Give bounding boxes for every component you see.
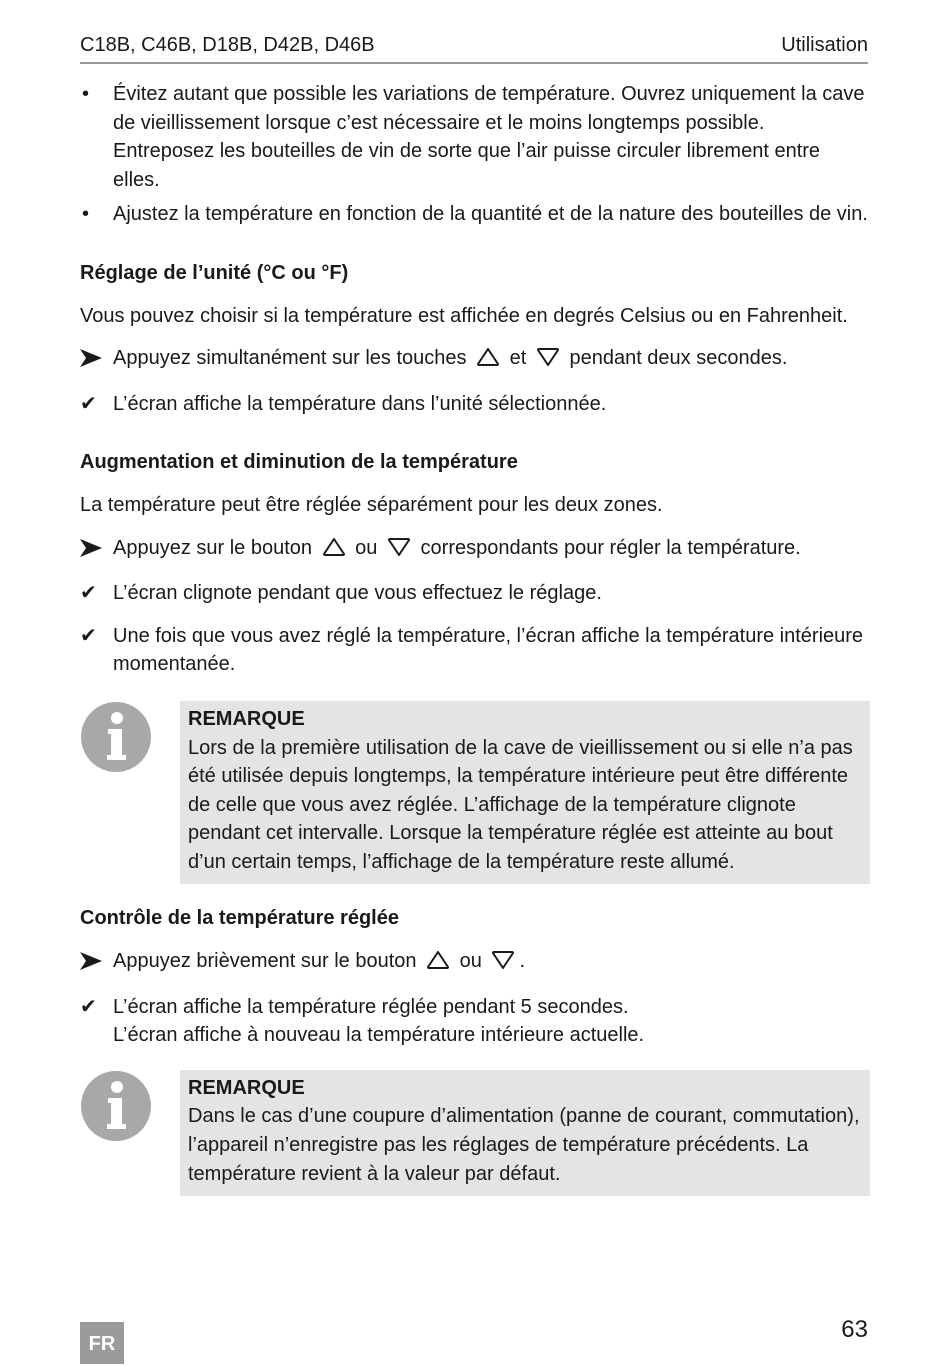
page-header (80, 32, 868, 64)
down-key-icon (536, 347, 560, 376)
adjust-step (80, 534, 870, 566)
up-key-icon (476, 347, 500, 376)
note-box (80, 1070, 870, 1196)
unit-section-title: Réglage de l’unité (°C ou °F) (80, 261, 349, 284)
adjust-section-intro: La température peut être réglée séparément pour les deux zones. (80, 493, 663, 516)
result-text: L’écran clignote pendant que vous effectuez le réglage. (113, 582, 602, 605)
result-text: L’écran affiche la température réglée pendant 5 secondes. (113, 995, 629, 1018)
list-item (80, 200, 870, 229)
page-number: 63 (841, 1316, 868, 1343)
unit-result (80, 390, 870, 419)
check-icon: ✔ (80, 392, 97, 415)
adjust-result-2 (80, 622, 870, 679)
up-key-icon (322, 537, 346, 566)
down-key-icon (387, 537, 411, 566)
check-section-title: Contrôle de la température réglée (80, 907, 399, 930)
step-text: Appuyez simultanément sur les touches (113, 347, 467, 370)
list-item (80, 80, 870, 194)
language-tab: FR (80, 1322, 124, 1364)
check-icon: ✔ (80, 624, 97, 647)
step-text: Appuyez brièvement sur le bouton (113, 950, 417, 973)
result-text: L’écran affiche la température dans l’unité sélectionnée. (113, 392, 607, 415)
info-icon (80, 701, 152, 773)
bullet-text: Évitez autant que possible les variations de température. Ouvrez uniquement la cave de vieillissement lorsque c’est nécessaire et le moins longtemps possible. Entreposez les bouteilles de vin de sorte que l’air puisse circuler librement entre elles. (113, 83, 865, 191)
check-icon: ✔ (80, 995, 97, 1018)
step-text: et (509, 347, 527, 370)
adjust-result-1 (80, 579, 870, 608)
down-key-icon (491, 950, 515, 979)
check-step (80, 947, 870, 979)
step-text: ou (355, 536, 378, 559)
bullet-text: Ajustez la température en fonction de la quantité et de la nature des bouteilles de vin. (113, 203, 868, 226)
info-icon (80, 1070, 152, 1142)
note-box (80, 701, 870, 885)
note-text: Dans le cas d’une coupure d’alimentation (panne de courant, commutation), l’appareil n’enregistre pas les réglages de température précédents. La température revient à la valeur par défaut. (188, 1105, 860, 1185)
check-icon: ✔ (80, 582, 97, 605)
note-heading: REMARQUE (188, 707, 305, 730)
adjust-section-title: Augmentation et diminution de la température (80, 451, 518, 474)
step-text: pendant deux secondes. (569, 347, 788, 370)
check-result (80, 993, 870, 1050)
step-text: ou (459, 950, 482, 973)
note-heading: REMARQUE (188, 1076, 305, 1099)
header-section: Utilisation (781, 34, 868, 56)
result-text: Une fois que vous avez réglé la température, l’écran affiche la température intérieure momentanée. (113, 624, 864, 676)
note-content (180, 1070, 870, 1196)
up-key-icon (426, 950, 450, 979)
unit-section-intro: Vous pouvez choisir si la température est affichée en degrés Celsius ou en Fahrenheit. (80, 304, 848, 327)
header-models: C18B, C46B, D18B, D42B, D46B (80, 34, 375, 56)
step-text: correspondants pour régler la température. (420, 536, 801, 559)
note-content (180, 701, 870, 885)
bullet-dot: • (82, 83, 90, 105)
bullet-dot: • (82, 203, 90, 226)
step-text: Appuyez sur le bouton (113, 536, 313, 559)
step-text: . (519, 950, 526, 973)
result-text: L’écran affiche à nouveau la température intérieure actuelle. (113, 1024, 645, 1047)
unit-step (80, 344, 870, 376)
note-text: Lors de la première utilisation de la cave de vieillissement ou si elle n’a pas été utilisée depuis longtemps, la température intérieure peut être différente de celle que vous avez réglée. L’affichage de la température clignote pendant cet intervalle. Lorsque la température réglée est atteinte au bout d’un certain temps, l’affichage de la température reste allumé. (188, 736, 853, 873)
page-content (80, 80, 870, 1214)
